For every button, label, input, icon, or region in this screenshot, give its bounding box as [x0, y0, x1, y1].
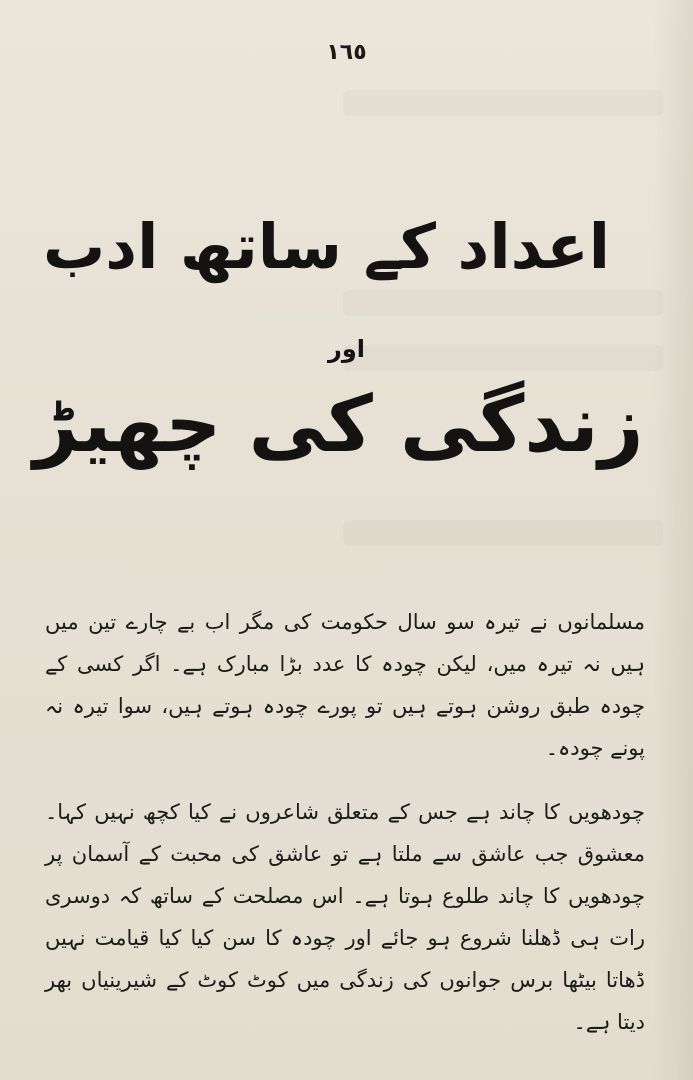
paragraph-1: مسلمانوں نے تیرہ سو سال حکومت کی مگر اب بے چارے تین میں ہیں نہ تیرہ میں، لیکن چودہ کا عدد بڑا مبارک ہے۔ اگر کسی کے چودہ طبق روشن ہوتے ہیں تو پورے چودہ ہوتے ہیں، سوا تیرہ نہ پونے چودہ۔ [45, 610, 645, 760]
paragraph-2: چودھویں کا چاند ہے جس کے متعلق شاعروں نے کیا کچھ نہیں کہا۔ معشوق جب عاشق سے ملتا ہے تو عاشق کی محبت کے آسمان پر چودھویں کا چاند طلوع ہوتا ہے۔ اس مصلحت کے ساتھ کہ دوسری رات ہی ڈھلنا شروع ہو جائے اور چودہ کا سن کیا کیا قیامت نہیں ڈھاتا بیٹھا برس جوانوں کی زندگی میں کوٹ کوٹ کے شیرینیاں بھر دیتا ہے۔ [45, 800, 645, 1034]
title-conjunction: اور [328, 335, 365, 363]
bleed-through-mark [343, 290, 663, 316]
page-number: ١٦٥ [326, 40, 367, 65]
title-line-1: اعداد کے ساتھ ادب [42, 210, 611, 283]
bleed-through-mark [343, 520, 663, 546]
bleed-through-mark [343, 90, 663, 116]
title-line-2: زندگی کی چھیڑ [33, 380, 644, 470]
